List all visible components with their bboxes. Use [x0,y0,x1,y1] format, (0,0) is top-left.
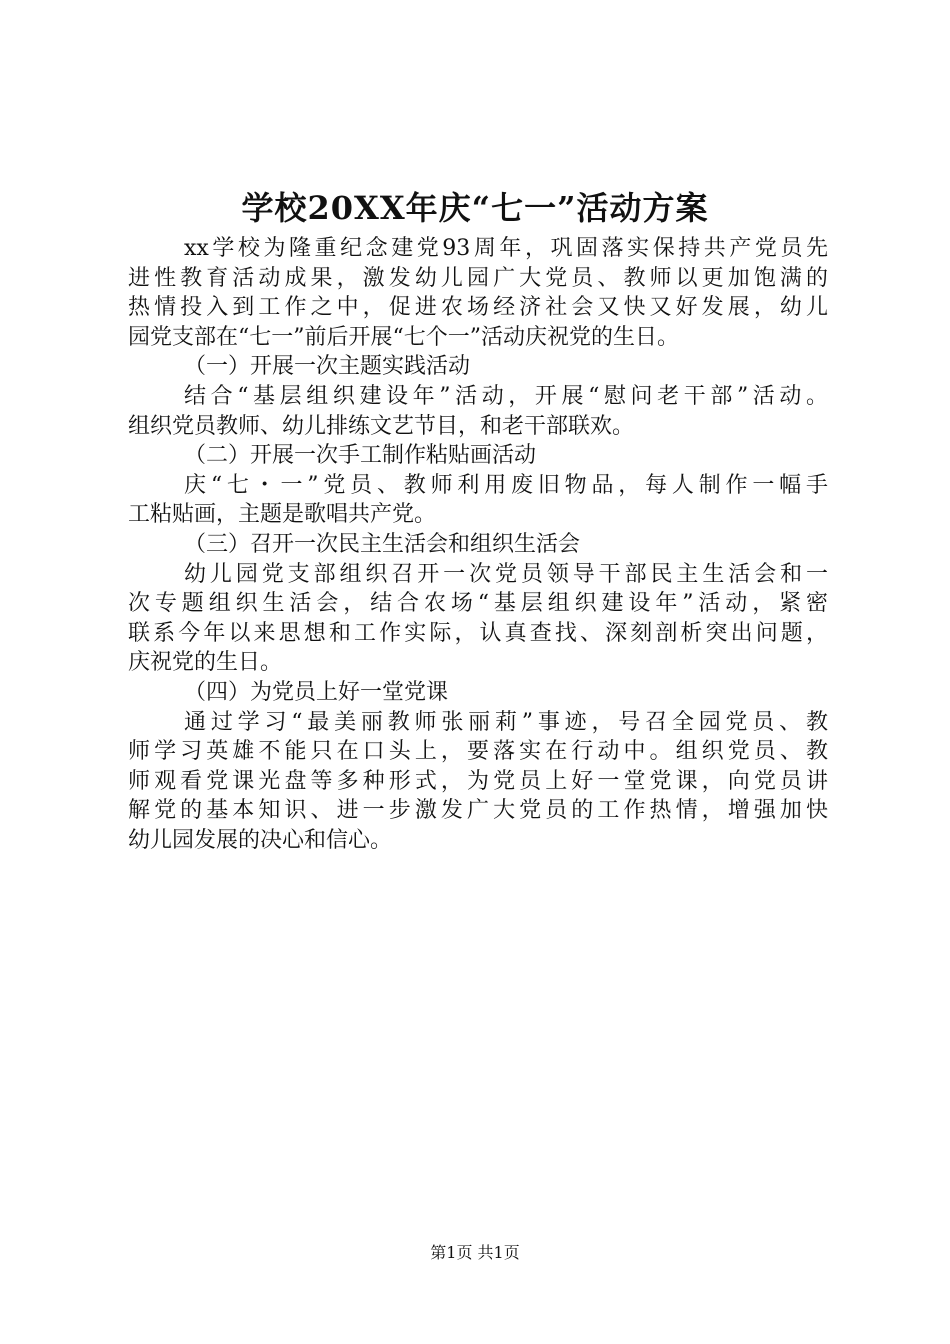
paragraph-line: 幼儿园党支部组织召开一次党员领导干部民主生活会和一 [184,561,828,587]
paragraph-line: 进性教育活动成果，激发幼儿园广大党员、教师以更加饱满的 [128,265,828,291]
paragraph [128,560,828,678]
paragraph-line: 园党支部在“七一”前后开展“七个一”活动庆祝党的生日。 [128,324,679,350]
document-title: 学校20XX年庆“七一”活动方案 [241,189,709,227]
paragraph-line: 庆“七・一”党员、教师利用废旧物品，每人制作一幅手 [184,472,828,498]
paragraph [128,708,828,856]
paragraph-line: 次专题组织生活会，结合农场“基层组织建设年”活动，紧密 [128,591,828,617]
paragraph-line: 组织党员教师、幼儿排练文艺节目，和老干部联欢。 [128,413,635,439]
paragraph-line: 庆祝党的生日。 [128,650,283,676]
paragraph-line: 师学习英雄不能只在口头上，要落实在行动中。组织党员、教 [128,739,828,765]
paragraph-line: 热情投入到工作之中，促进农场经济社会又快又好发展，幼儿 [128,295,828,321]
paragraph [128,530,828,560]
document-body [128,234,828,855]
paragraph-line: 联系今年以来思想和工作实际，认真查找、深刻剖析突出问题， [128,620,828,646]
paragraph-line: （三）召开一次民主生活会和组织生活会 [184,531,581,557]
paragraph-line: （一）开展一次主题实践活动 [184,354,471,380]
paragraph [128,678,828,708]
paragraph-line: xx学校为隆重纪念建党93周年，巩固落实保持共产党员先 [184,236,828,261]
paragraph-line: 幼儿园发展的决心和信心。 [128,827,393,853]
paragraph-line: 结合“基层组织建设年”活动，开展“慰问老干部”活动。 [184,383,828,409]
paragraph-line: （二）开展一次手工制作粘贴画活动 [184,443,537,469]
paragraph [128,234,828,352]
paragraph [128,382,828,441]
paragraph-line: 师观看党课光盘等多种形式，为党员上好一堂党课，向党员讲 [128,768,828,794]
paragraph-line: （四）为党员上好一堂党课 [184,679,449,705]
paragraph-line: 工粘贴画，主题是歌唱共产党。 [128,502,437,528]
paragraph [128,471,828,530]
paragraph [128,352,828,382]
paragraph [128,441,828,471]
paragraph-line: 通过学习“最美丽教师张丽莉”事迹，号召全园党员、教 [184,709,828,735]
paragraph-line: 解党的基本知识、进一步激发广大党员的工作热情，增强加快 [128,798,828,824]
page-footer: 第1页 共1页 [430,1243,520,1262]
